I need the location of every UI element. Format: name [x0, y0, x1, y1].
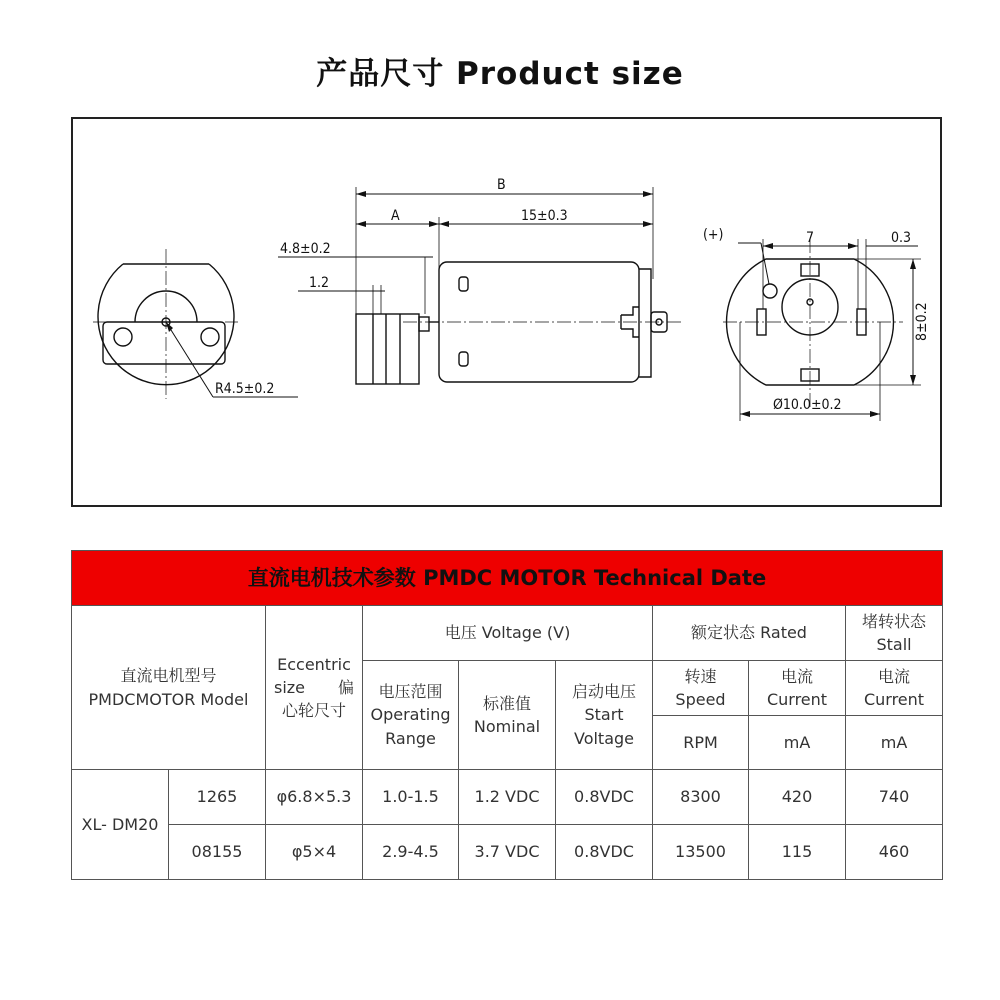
start-cell: 0.8VDC [556, 770, 653, 825]
stall-cell: 460 [846, 825, 943, 880]
dim-8-label: 8±0.2 [914, 302, 930, 341]
spec-table [71, 550, 943, 880]
header-ecc-line1: Eccentric [277, 654, 351, 674]
header-stall-cn: 堵转状态 [862, 611, 927, 631]
header-range-cn: 电压范围 [378, 682, 443, 702]
header-voltage: 电压 Voltage (V) [363, 606, 653, 661]
header-eccentric [266, 606, 363, 770]
motor-end-view [723, 239, 921, 421]
header-ecc-line2: size 偏 [274, 677, 354, 697]
diameter-label: Ø10.0±0.2 [773, 397, 842, 413]
eccentric-front-view [93, 249, 298, 399]
dim-03-label: 0.3 [891, 230, 912, 246]
header-stall-current-cn: 电流 [878, 666, 911, 686]
table-row [72, 770, 943, 825]
dim-b-label: B [497, 177, 506, 193]
drawing-svg [73, 119, 944, 509]
page-title: 产品尺寸 Product size [316, 56, 684, 92]
header-current [749, 661, 846, 716]
current-cell: 115 [749, 825, 846, 880]
nominal-cell: 3.7 VDC [459, 825, 556, 880]
header-rated: 额定状态 Rated [653, 606, 846, 661]
header-nominal [459, 661, 556, 770]
header-model [72, 606, 266, 770]
table-title: 直流电机技术参数 PMDC MOTOR Technical Date [72, 551, 943, 606]
variant-cell: 08155 [169, 825, 266, 880]
header-current-cn: 电流 [780, 666, 813, 686]
stall-cell: 740 [846, 770, 943, 825]
header-range [363, 661, 459, 770]
ecc-cell: φ6.8×5.3 [266, 770, 363, 825]
header-stall [846, 606, 943, 661]
motor-side-view [278, 187, 683, 384]
range-cell: 1.0-1.5 [363, 770, 459, 825]
unit-rpm: RPM [653, 716, 749, 770]
speed-cell: 8300 [653, 770, 749, 825]
unit-ma-stall: mA [846, 716, 943, 770]
header-stall-current-en: Current [863, 690, 925, 709]
start-cell: 0.8VDC [556, 825, 653, 880]
polarity-label: (+) [703, 227, 724, 243]
header-model-cn: 直流电机型号 [120, 666, 217, 686]
range-cell: 2.9-4.5 [363, 825, 459, 880]
dim-7-label: 7 [806, 230, 815, 246]
radius-label: R4.5±0.2 [215, 381, 275, 397]
header-start-en2: Voltage [573, 728, 634, 748]
technical-drawing [71, 117, 942, 507]
header-model-en: PMDCMOTOR Model [88, 689, 249, 709]
model-cell: XL- DM20 [72, 770, 169, 880]
current-cell: 420 [749, 770, 846, 825]
table-row [72, 825, 943, 880]
variant-cell: 1265 [169, 770, 266, 825]
header-ecc-line3: 心轮尺寸 [281, 701, 346, 721]
header-start [556, 661, 653, 770]
dim-a-label: A [391, 208, 400, 224]
header-start-cn: 启动电压 [571, 682, 636, 702]
header-speed [653, 661, 749, 716]
header-nominal-cn: 标准值 [482, 693, 531, 713]
header-speed-en: Speed [675, 690, 726, 709]
dim-height-label: 4.8±0.2 [280, 241, 331, 257]
header-stall-en: Stall [876, 635, 912, 654]
unit-ma: mA [749, 716, 846, 770]
header-stall-current [846, 661, 943, 716]
header-nominal-en: Nominal [473, 717, 541, 736]
header-start-en1: Start [584, 705, 624, 725]
nominal-cell: 1.2 VDC [459, 770, 556, 825]
header-current-en: Current [766, 690, 828, 709]
dim-gap-label: 1.2 [309, 275, 330, 291]
header-range-en1: Operating [370, 705, 451, 725]
speed-cell: 13500 [653, 825, 749, 880]
header-speed-cn: 转速 [684, 666, 717, 686]
ecc-cell: φ5×4 [266, 825, 363, 880]
header-range-en2: Range [385, 728, 436, 748]
dim-length-label: 15±0.3 [521, 208, 568, 224]
